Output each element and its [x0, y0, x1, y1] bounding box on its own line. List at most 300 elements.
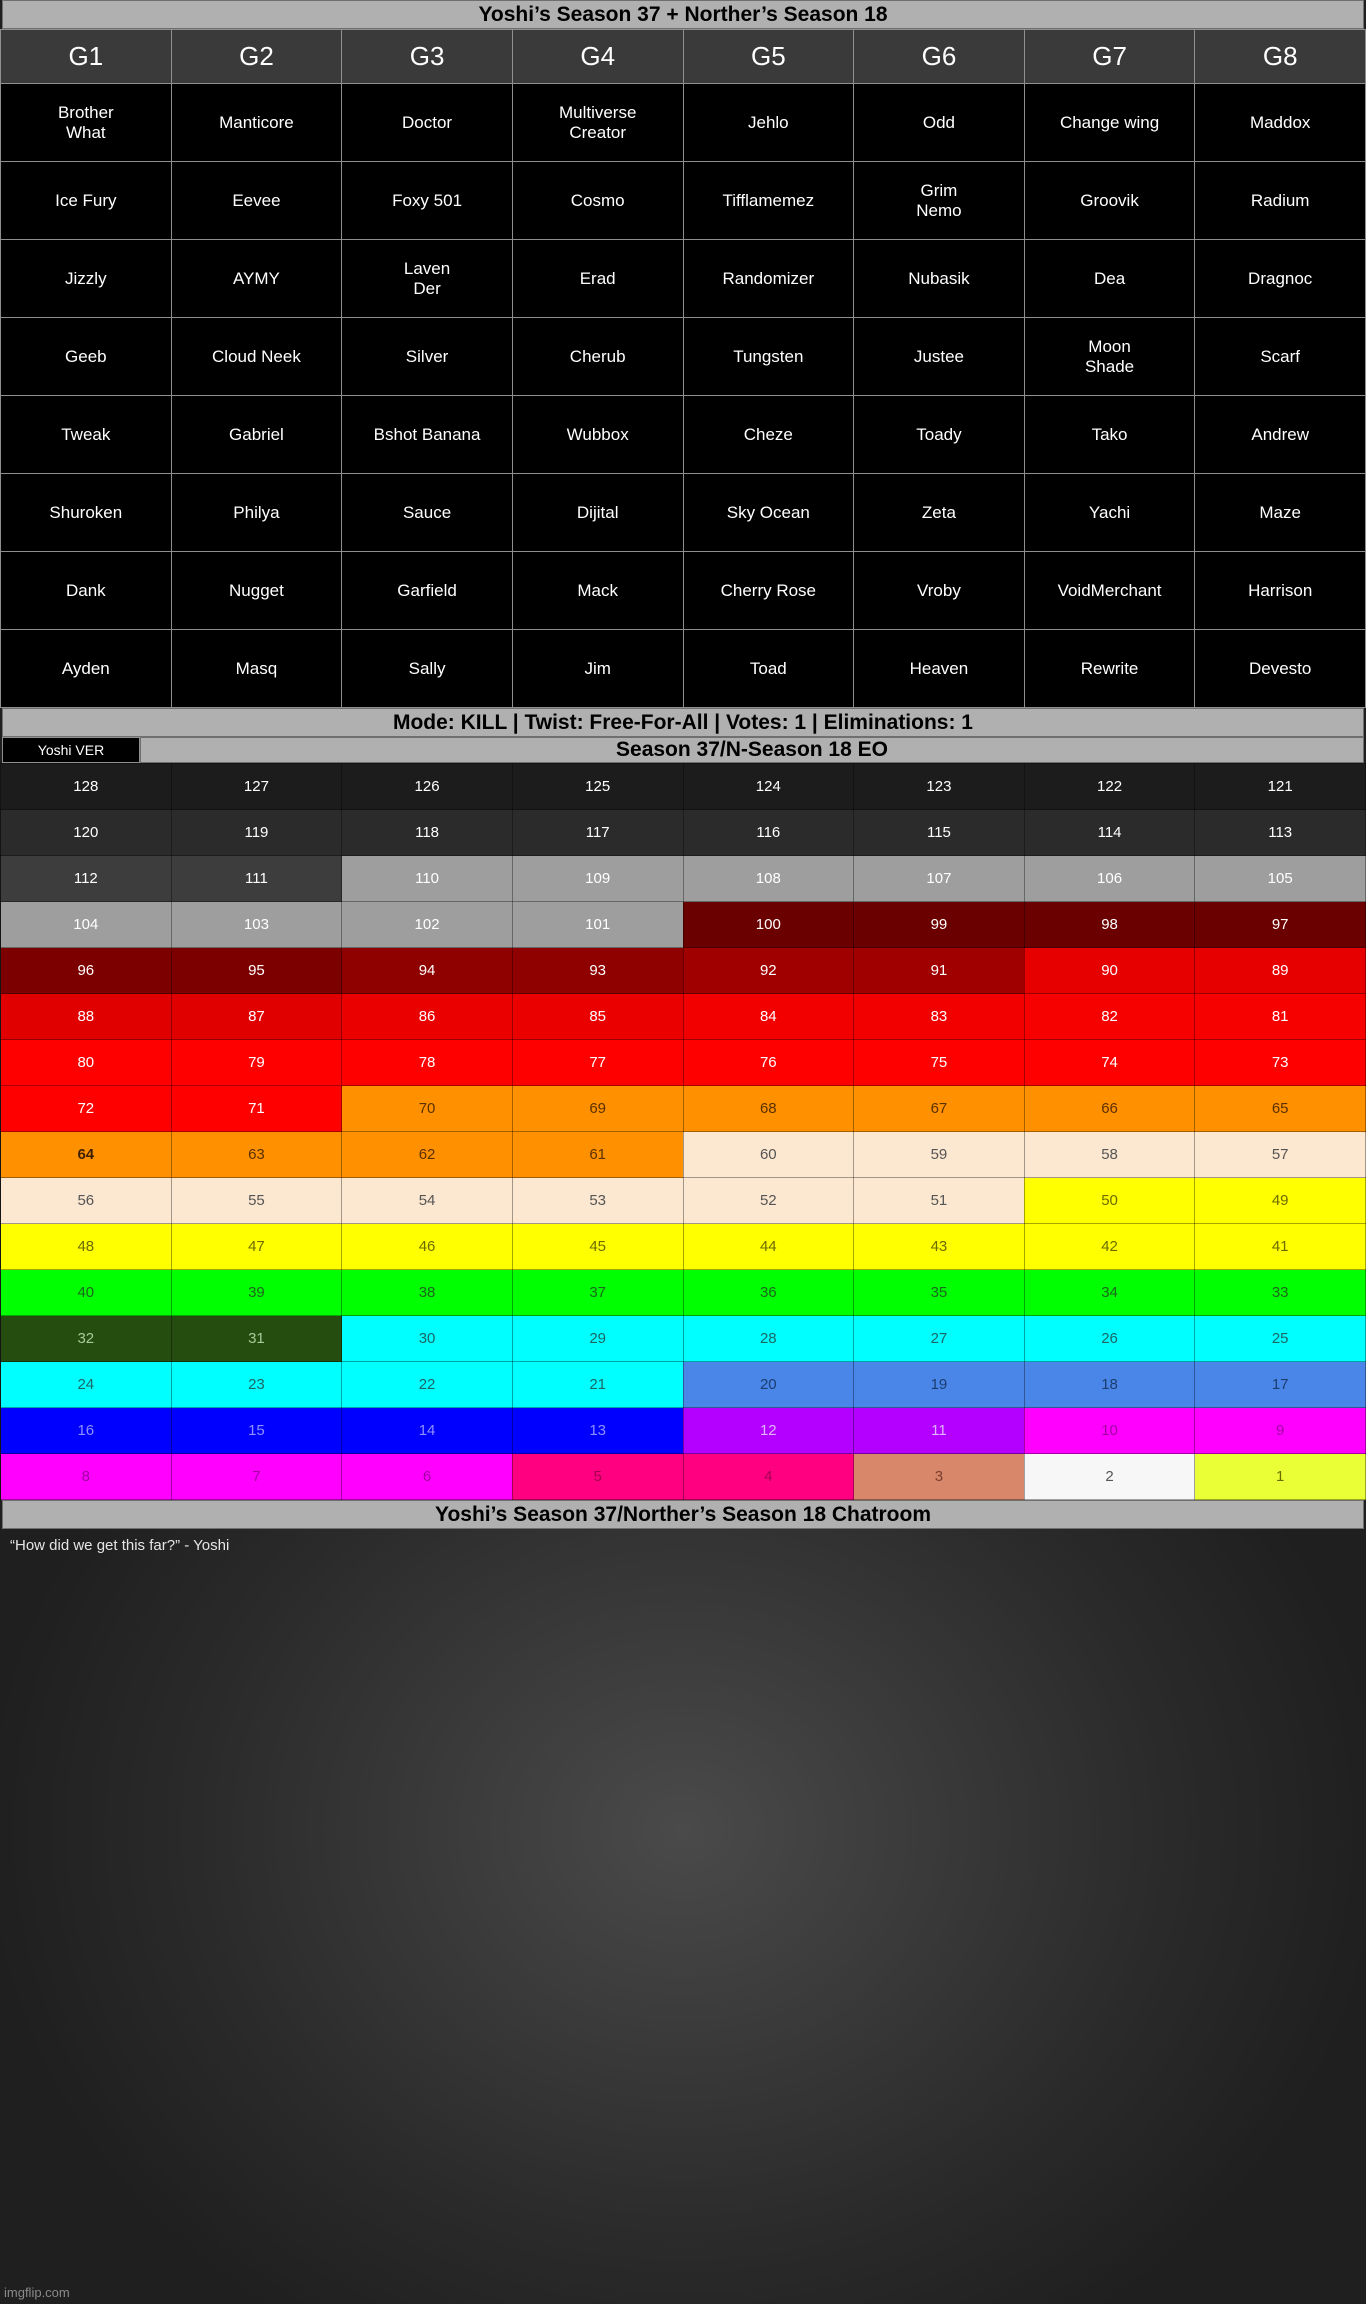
contestant-name-line: Garfield	[397, 580, 457, 600]
contestant-name-line: Moon	[1088, 336, 1131, 356]
elimination-slot[interactable]: 1	[1195, 1454, 1366, 1500]
elimination-slot[interactable]: 69	[512, 1086, 683, 1132]
grid-column-header-g7: G7	[1024, 30, 1195, 84]
contestant-cell[interactable]	[1195, 474, 1366, 552]
elimination-slot[interactable]: 34	[1024, 1270, 1195, 1316]
contestant-name-line: Erad	[579, 268, 616, 288]
contestant-name-line: Foxy 501	[392, 190, 463, 210]
version-row	[2, 737, 1364, 763]
contestant-cell[interactable]	[1195, 552, 1366, 630]
elimination-slot[interactable]: 71	[171, 1086, 342, 1132]
contestant-name-line: Jizzly	[65, 268, 107, 288]
elimination-slot[interactable]: 48	[1, 1224, 172, 1270]
elimination-slot[interactable]: 117	[512, 810, 683, 856]
grid-row	[1, 396, 1366, 474]
contestant-cell[interactable]	[683, 630, 854, 708]
contestant-cell[interactable]	[1024, 630, 1195, 708]
contestant-name-line: Geeb	[65, 346, 107, 366]
elimination-slot[interactable]: 22	[342, 1362, 513, 1408]
contestant-name-line: Shuroken	[49, 502, 123, 522]
grid-column-header-g1: G1	[1, 30, 172, 84]
elimination-slot[interactable]: 90	[1024, 948, 1195, 994]
contestant-name-line: Grim	[920, 180, 958, 200]
contestant-name-line: Jehlo	[747, 112, 789, 132]
elimination-slot[interactable]: 60	[683, 1132, 854, 1178]
mode-bar: Mode: KILL | Twist: Free-For-All | Votes: 1 | Eliminations: 1	[2, 708, 1364, 737]
contestant-cell[interactable]	[1, 396, 172, 474]
elimination-slot[interactable]: 51	[854, 1178, 1025, 1224]
contestant-name-line: Creator	[569, 122, 627, 142]
elimination-slot[interactable]: 78	[342, 1040, 513, 1086]
elimination-slot[interactable]: 128	[1, 764, 172, 810]
contestant-name-line: Scarf	[1260, 346, 1301, 366]
contestant-cell[interactable]	[683, 318, 854, 396]
contestant-cell[interactable]	[1, 630, 172, 708]
number-row	[1, 1362, 1366, 1408]
contestant-cell[interactable]	[1024, 318, 1195, 396]
elimination-slot[interactable]: 82	[1024, 994, 1195, 1040]
elimination-slot[interactable]: 35	[854, 1270, 1025, 1316]
numbers-body	[1, 764, 1366, 1500]
contestant-name-line: Ice Fury	[55, 190, 117, 210]
contestant-cell[interactable]	[171, 318, 342, 396]
contestant-cell[interactable]	[1195, 630, 1366, 708]
elimination-slot[interactable]: 28	[683, 1316, 854, 1362]
elimination-slot[interactable]: 36	[683, 1270, 854, 1316]
grid-body	[1, 84, 1366, 708]
elimination-slot[interactable]: 38	[342, 1270, 513, 1316]
contestant-grid	[0, 29, 1366, 708]
number-row	[1, 1454, 1366, 1500]
contestant-cell[interactable]	[512, 474, 683, 552]
elimination-slot[interactable]: 93	[512, 948, 683, 994]
contestant-name-line: Mack	[577, 580, 618, 600]
elimination-slot[interactable]: 29	[512, 1316, 683, 1362]
elimination-slot[interactable]: 124	[683, 764, 854, 810]
elimination-slot[interactable]: 19	[854, 1362, 1025, 1408]
contestant-cell[interactable]	[854, 630, 1025, 708]
contestant-name-line: VoidMerchant	[1057, 580, 1162, 600]
elimination-order-title: Season 37/N-Season 18 EO	[140, 737, 1364, 763]
elimination-slot[interactable]: 88	[1, 994, 172, 1040]
elimination-slot[interactable]: 40	[1, 1270, 172, 1316]
elimination-slot[interactable]: 37	[512, 1270, 683, 1316]
elimination-slot[interactable]: 111	[171, 856, 342, 902]
number-row	[1, 1178, 1366, 1224]
grid-row	[1, 240, 1366, 318]
contestant-name-line: Wubbox	[566, 424, 629, 444]
elimination-slot[interactable]: 107	[854, 856, 1025, 902]
contestant-name-line: Gabriel	[229, 424, 284, 444]
contestant-name-line: Cheze	[743, 424, 793, 444]
contestant-name-line: Rewrite	[1080, 658, 1139, 678]
contestant-name-line: Eevee	[232, 190, 281, 210]
elimination-slot[interactable]: 13	[512, 1408, 683, 1454]
elimination-slot[interactable]: 18	[1024, 1362, 1195, 1408]
elimination-slot[interactable]: 73	[1195, 1040, 1366, 1086]
contestant-cell[interactable]	[512, 552, 683, 630]
contestant-cell[interactable]	[171, 474, 342, 552]
elimination-slot[interactable]: 84	[683, 994, 854, 1040]
contestant-name-line: Philya	[233, 502, 280, 522]
contestant-name-line: Manticore	[219, 112, 294, 132]
contestant-name-line: Der	[413, 278, 441, 298]
elimination-slot[interactable]: 77	[512, 1040, 683, 1086]
contestant-name-line: Dragnoc	[1248, 268, 1313, 288]
elimination-slot[interactable]: 110	[342, 856, 513, 902]
number-row	[1, 764, 1366, 810]
grid-column-header-g8: G8	[1195, 30, 1366, 84]
elimination-slot[interactable]: 99	[854, 902, 1025, 948]
contestant-name-line: Yachi	[1088, 502, 1131, 522]
elimination-slot[interactable]: 45	[512, 1224, 683, 1270]
grid-column-header-g5: G5	[683, 30, 854, 84]
elimination-slot[interactable]: 15	[171, 1408, 342, 1454]
contestant-cell[interactable]	[1, 552, 172, 630]
elimination-slot[interactable]: 2	[1024, 1454, 1195, 1500]
elimination-slot[interactable]: 104	[1, 902, 172, 948]
number-row	[1, 1270, 1366, 1316]
elimination-slot[interactable]: 80	[1, 1040, 172, 1086]
elimination-slot[interactable]: 95	[171, 948, 342, 994]
contestant-name-line: Ayden	[61, 658, 110, 678]
elimination-slot[interactable]: 87	[171, 994, 342, 1040]
contestant-name-line: Nemo	[916, 200, 962, 220]
contestant-name-line: Sauce	[402, 502, 452, 522]
contestant-cell[interactable]	[171, 396, 342, 474]
page-title: Yoshi’s Season 37 + Norther’s Season 18	[2, 0, 1364, 29]
contestant-name-line: Harrison	[1248, 580, 1313, 600]
elimination-slot[interactable]: 100	[683, 902, 854, 948]
elimination-slot[interactable]: 33	[1195, 1270, 1366, 1316]
elimination-slot[interactable]: 30	[342, 1316, 513, 1362]
grid-row	[1, 630, 1366, 708]
contestant-cell[interactable]	[171, 240, 342, 318]
elimination-slot[interactable]: 55	[171, 1178, 342, 1224]
elimination-slot[interactable]: 44	[683, 1224, 854, 1270]
contestant-cell[interactable]	[1, 84, 172, 162]
contestant-cell[interactable]	[171, 552, 342, 630]
elimination-slot[interactable]: 12	[683, 1408, 854, 1454]
elimination-slot[interactable]: 62	[342, 1132, 513, 1178]
grid-row	[1, 474, 1366, 552]
elimination-slot[interactable]: 114	[1024, 810, 1195, 856]
elimination-slot[interactable]: 66	[1024, 1086, 1195, 1132]
elimination-slot[interactable]: 47	[171, 1224, 342, 1270]
contestant-name-line: Devesto	[1249, 658, 1312, 678]
contestant-cell[interactable]	[342, 318, 513, 396]
contestant-name-line: Bshot Banana	[373, 424, 481, 444]
elimination-slot[interactable]: 97	[1195, 902, 1366, 948]
contestant-cell[interactable]	[854, 240, 1025, 318]
elimination-slot[interactable]: 31	[171, 1316, 342, 1362]
elimination-slot[interactable]: 127	[171, 764, 342, 810]
elimination-slot[interactable]: 112	[1, 856, 172, 902]
elimination-slot[interactable]: 108	[683, 856, 854, 902]
elimination-slot[interactable]: 6	[342, 1454, 513, 1500]
elimination-slot[interactable]: 98	[1024, 902, 1195, 948]
contestant-name-line: Nugget	[229, 580, 284, 600]
elimination-slot[interactable]: 120	[1, 810, 172, 856]
elimination-slot[interactable]: 27	[854, 1316, 1025, 1362]
contestant-cell[interactable]	[854, 162, 1025, 240]
elimination-slot[interactable]: 63	[171, 1132, 342, 1178]
elimination-slot[interactable]: 89	[1195, 948, 1366, 994]
elimination-slot[interactable]: 46	[342, 1224, 513, 1270]
elimination-slot[interactable]: 123	[854, 764, 1025, 810]
grid-row	[1, 552, 1366, 630]
elimination-slot[interactable]: 41	[1195, 1224, 1366, 1270]
elimination-slot[interactable]: 8	[1, 1454, 172, 1500]
elimination-slot[interactable]: 23	[171, 1362, 342, 1408]
elimination-slot[interactable]: 64	[1, 1132, 172, 1178]
elimination-slot[interactable]: 4	[683, 1454, 854, 1500]
contestant-cell[interactable]	[683, 162, 854, 240]
elimination-slot[interactable]: 16	[1, 1408, 172, 1454]
grid-column-header-g4: G4	[512, 30, 683, 84]
elimination-slot[interactable]: 68	[683, 1086, 854, 1132]
contestant-cell[interactable]	[854, 396, 1025, 474]
elimination-slot[interactable]: 118	[342, 810, 513, 856]
elimination-slot[interactable]: 9	[1195, 1408, 1366, 1454]
elimination-slot[interactable]: 115	[854, 810, 1025, 856]
elimination-slot[interactable]: 52	[683, 1178, 854, 1224]
contestant-cell[interactable]	[1024, 396, 1195, 474]
contestant-name-line: Sky Ocean	[726, 502, 810, 522]
contestant-cell[interactable]	[683, 396, 854, 474]
contestant-name-line: Maddox	[1249, 112, 1311, 132]
contestant-cell[interactable]	[854, 552, 1025, 630]
elimination-number-grid	[0, 763, 1366, 1500]
contestant-cell[interactable]	[512, 162, 683, 240]
elimination-slot[interactable]: 59	[854, 1132, 1025, 1178]
contestant-cell[interactable]	[1195, 84, 1366, 162]
elimination-slot[interactable]: 76	[683, 1040, 854, 1086]
contestant-cell[interactable]	[512, 318, 683, 396]
chatroom-message: “How did we get this far?” - Yoshi	[10, 1537, 230, 1554]
contestant-cell[interactable]	[1024, 240, 1195, 318]
elimination-slot[interactable]: 61	[512, 1132, 683, 1178]
contestant-name-line: Tifflamemez	[722, 190, 815, 210]
contestant-cell[interactable]	[854, 474, 1025, 552]
contestant-name-line: Shade	[1084, 356, 1135, 376]
grid-row	[1, 318, 1366, 396]
grid-row	[1, 84, 1366, 162]
elimination-slot[interactable]: 49	[1195, 1178, 1366, 1224]
contestant-name-line: Dea	[1093, 268, 1126, 288]
elimination-slot[interactable]: 24	[1, 1362, 172, 1408]
elimination-slot[interactable]: 53	[512, 1178, 683, 1224]
number-row	[1, 948, 1366, 994]
elimination-slot[interactable]: 103	[171, 902, 342, 948]
elimination-slot[interactable]: 86	[342, 994, 513, 1040]
contestant-cell[interactable]	[512, 396, 683, 474]
contestant-cell[interactable]	[512, 240, 683, 318]
elimination-slot[interactable]: 113	[1195, 810, 1366, 856]
elimination-slot[interactable]: 79	[171, 1040, 342, 1086]
elimination-slot[interactable]: 39	[171, 1270, 342, 1316]
elimination-slot[interactable]: 14	[342, 1408, 513, 1454]
contestant-cell[interactable]	[1, 240, 172, 318]
contestant-name-line: Doctor	[402, 112, 453, 132]
contestant-name-line: Laven	[403, 258, 451, 278]
contestant-cell[interactable]	[1195, 396, 1366, 474]
grid-column-header-g2: G2	[171, 30, 342, 84]
elimination-slot[interactable]: 75	[854, 1040, 1025, 1086]
elimination-slot[interactable]: 11	[854, 1408, 1025, 1454]
elimination-slot[interactable]: 17	[1195, 1362, 1366, 1408]
contestant-name-line: Groovik	[1080, 190, 1139, 210]
contestant-name-line: Maze	[1259, 502, 1301, 522]
contestant-name-line: Dank	[65, 580, 106, 600]
contestant-cell[interactable]	[854, 84, 1025, 162]
version-label: Yoshi VER	[2, 737, 140, 763]
contestant-name-line: Tweak	[61, 424, 111, 444]
number-row	[1, 902, 1366, 948]
elimination-slot[interactable]: 81	[1195, 994, 1366, 1040]
contestant-cell[interactable]	[342, 630, 513, 708]
elimination-slot[interactable]: 119	[171, 810, 342, 856]
elimination-slot[interactable]: 83	[854, 994, 1025, 1040]
elimination-slot[interactable]: 72	[1, 1086, 172, 1132]
contestant-cell[interactable]	[1195, 162, 1366, 240]
elimination-slot[interactable]: 32	[1, 1316, 172, 1362]
elimination-slot[interactable]: 96	[1, 948, 172, 994]
elimination-slot[interactable]: 3	[854, 1454, 1025, 1500]
elimination-slot[interactable]: 101	[512, 902, 683, 948]
contestant-name-line: AYMY	[232, 268, 280, 288]
contestant-cell[interactable]	[1195, 318, 1366, 396]
number-row	[1, 1086, 1366, 1132]
elimination-slot[interactable]: 125	[512, 764, 683, 810]
contestant-name-line: Cherry Rose	[720, 580, 817, 600]
contestant-cell[interactable]	[1, 474, 172, 552]
contestant-name-line: Silver	[405, 346, 449, 366]
contestant-name-line: Cherub	[569, 346, 626, 366]
contestant-cell[interactable]	[512, 84, 683, 162]
contestant-cell[interactable]	[1024, 474, 1195, 552]
contestant-name-line: Brother	[57, 102, 114, 122]
number-row	[1, 1408, 1366, 1454]
contestant-cell[interactable]	[342, 552, 513, 630]
contestant-cell[interactable]	[342, 240, 513, 318]
elimination-slot[interactable]: 43	[854, 1224, 1025, 1270]
contestant-name-line: Sally	[408, 658, 446, 678]
elimination-slot[interactable]: 58	[1024, 1132, 1195, 1178]
contestant-name-line: Jim	[584, 658, 611, 678]
elimination-slot[interactable]: 91	[854, 948, 1025, 994]
elimination-slot[interactable]: 70	[342, 1086, 513, 1132]
grid-column-header-g6: G6	[854, 30, 1025, 84]
elimination-slot[interactable]: 109	[512, 856, 683, 902]
contestant-name-line: Justee	[913, 346, 964, 366]
contestant-cell[interactable]	[1024, 162, 1195, 240]
contestant-cell[interactable]	[171, 84, 342, 162]
contestant-cell[interactable]	[1, 318, 172, 396]
elimination-slot[interactable]: 85	[512, 994, 683, 1040]
contestant-name-line: Tungsten	[733, 346, 804, 366]
elimination-slot[interactable]: 65	[1195, 1086, 1366, 1132]
contestant-cell[interactable]	[342, 396, 513, 474]
elimination-slot[interactable]: 57	[1195, 1132, 1366, 1178]
elimination-slot[interactable]: 7	[171, 1454, 342, 1500]
elimination-slot[interactable]: 105	[1195, 856, 1366, 902]
contestant-cell[interactable]	[1, 162, 172, 240]
elimination-slot[interactable]: 94	[342, 948, 513, 994]
contestant-name-line: Zeta	[921, 502, 956, 522]
number-row	[1, 994, 1366, 1040]
elimination-slot[interactable]: 116	[683, 810, 854, 856]
contestant-cell[interactable]	[1024, 84, 1195, 162]
contestant-name-line: Nubasik	[908, 268, 970, 288]
elimination-slot[interactable]: 5	[512, 1454, 683, 1500]
elimination-slot[interactable]: 26	[1024, 1316, 1195, 1362]
elimination-slot[interactable]: 50	[1024, 1178, 1195, 1224]
contestant-cell[interactable]	[342, 474, 513, 552]
watermark: imgflip.com	[4, 2285, 70, 2300]
elimination-slot[interactable]: 21	[512, 1362, 683, 1408]
number-row	[1, 1132, 1366, 1178]
contestant-name-line: Vroby	[917, 580, 961, 600]
contestant-cell[interactable]	[683, 240, 854, 318]
elimination-slot[interactable]: 42	[1024, 1224, 1195, 1270]
contestant-name-line: Heaven	[909, 658, 969, 678]
elimination-slot[interactable]: 74	[1024, 1040, 1195, 1086]
elimination-slot[interactable]: 102	[342, 902, 513, 948]
elimination-slot[interactable]: 56	[1, 1178, 172, 1224]
contestant-cell[interactable]	[854, 318, 1025, 396]
contestant-cell[interactable]	[171, 162, 342, 240]
elimination-slot[interactable]: 126	[342, 764, 513, 810]
contestant-name-line: Cloud Neek	[212, 346, 301, 366]
contestant-name-line: Cosmo	[570, 190, 625, 210]
contestant-name-line: Toad	[749, 658, 787, 678]
elimination-slot[interactable]: 25	[1195, 1316, 1366, 1362]
elimination-slot[interactable]: 122	[1024, 764, 1195, 810]
contestant-name-line: Tako	[1091, 424, 1128, 444]
grid-column-header-g3: G3	[342, 30, 513, 84]
number-row	[1, 1040, 1366, 1086]
contestant-cell[interactable]	[342, 84, 513, 162]
elimination-slot[interactable]: 67	[854, 1086, 1025, 1132]
number-row	[1, 856, 1366, 902]
grid-row	[1, 162, 1366, 240]
contestant-cell[interactable]	[171, 630, 342, 708]
contestant-cell[interactable]	[683, 84, 854, 162]
elimination-slot[interactable]: 54	[342, 1178, 513, 1224]
contestant-cell[interactable]	[342, 162, 513, 240]
elimination-slot[interactable]: 10	[1024, 1408, 1195, 1454]
contestant-cell[interactable]	[683, 552, 854, 630]
contestant-name-line: Masq	[235, 658, 278, 678]
elimination-slot[interactable]: 106	[1024, 856, 1195, 902]
contestant-name-line: Dijital	[576, 502, 619, 522]
contestant-name-line: Toady	[916, 424, 962, 444]
contestant-cell[interactable]	[1195, 240, 1366, 318]
contestant-name-line: Randomizer	[722, 268, 815, 288]
contestant-cell[interactable]	[683, 474, 854, 552]
elimination-slot[interactable]: 121	[1195, 764, 1366, 810]
number-row	[1, 1316, 1366, 1362]
elimination-slot[interactable]: 20	[683, 1362, 854, 1408]
contestant-cell[interactable]	[512, 630, 683, 708]
elimination-slot[interactable]: 92	[683, 948, 854, 994]
contestant-name-line: Odd	[922, 112, 955, 132]
number-row	[1, 810, 1366, 856]
contestant-cell[interactable]	[1024, 552, 1195, 630]
contestant-name-line: Change wing	[1059, 112, 1160, 132]
contestant-name-line: What	[65, 122, 106, 142]
